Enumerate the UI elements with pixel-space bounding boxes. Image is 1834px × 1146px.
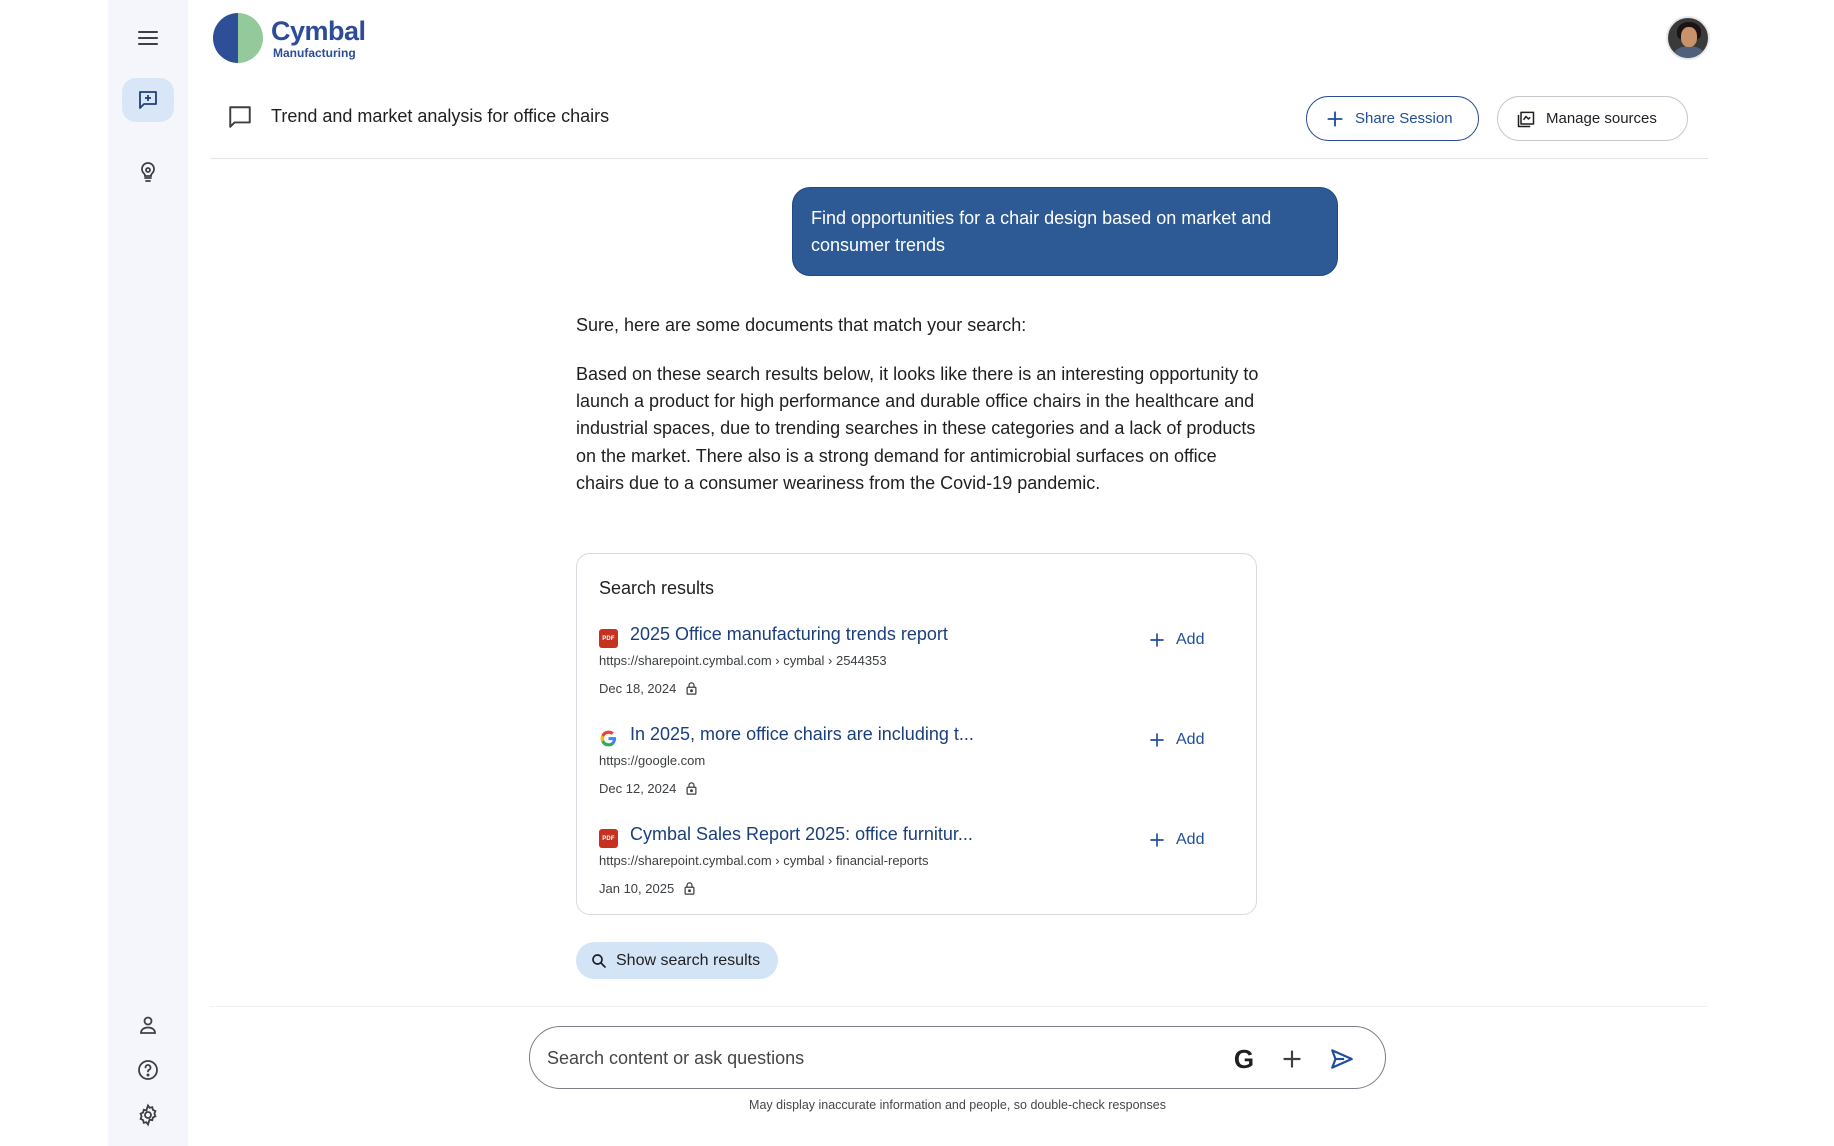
brand-logo[interactable] — [213, 12, 366, 64]
google-g-icon: G — [1233, 1044, 1255, 1074]
disclaimer: May display inaccurate information and people, so double-check responses — [749, 1098, 1166, 1112]
plus-icon — [1279, 1046, 1305, 1072]
google-search-button[interactable] — [1230, 1045, 1258, 1073]
session-title: Trend and market analysis for office chairs — [271, 106, 610, 126]
search-result-item — [599, 623, 1229, 703]
brand-subtitle: Manufacturing — [273, 45, 356, 60]
person-icon — [136, 1013, 160, 1037]
search-icon — [590, 952, 608, 970]
avatar[interactable] — [1666, 16, 1710, 60]
reply-body: Based on these search results below, it looks like there is an interesting opportunity to launch a product for high performance and durable office chairs in the healthcare and industrial spaces, due to trending searches in these categories and a lack of products on the market. There also is a strong demand for antimicrobial surfaces on office chairs due to a consumer weariness from the Covid-19 pandemic. — [576, 364, 1259, 493]
menu-button[interactable] — [122, 16, 174, 60]
lock-icon — [682, 881, 697, 896]
search-result-item — [599, 723, 1229, 803]
share-session-button[interactable] — [1306, 96, 1479, 141]
add-result-button[interactable] — [1148, 831, 1204, 849]
menu-icon — [136, 26, 160, 50]
library-icon — [1516, 109, 1536, 129]
result-date-text: Dec 18, 2024 — [599, 681, 677, 696]
add-label: Add — [1176, 631, 1205, 648]
share-session-label: Share Session — [1355, 110, 1453, 127]
result-url: https://google.com — [599, 753, 706, 768]
plus-icon — [1148, 631, 1166, 649]
header-divider — [210, 158, 1708, 159]
lightbulb-icon — [136, 160, 160, 184]
pdf-icon: PDF — [599, 829, 618, 848]
result-date-text: Jan 10, 2025 — [599, 881, 675, 896]
composer — [529, 1026, 1386, 1089]
lock-icon — [684, 781, 699, 796]
result-title-link[interactable]: In 2025, more office chairs are including t... — [630, 724, 974, 744]
send-icon — [1329, 1046, 1355, 1072]
help-button[interactable] — [122, 1048, 174, 1092]
gear-icon — [136, 1103, 160, 1127]
search-input[interactable] — [547, 1045, 1187, 1071]
chat-bubble-icon — [227, 104, 253, 130]
add-result-button[interactable] — [1148, 631, 1204, 649]
result-title-link[interactable]: 2025 Office manufacturing trends report — [630, 624, 948, 644]
settings-button[interactable] — [122, 1093, 174, 1137]
attach-button[interactable] — [1278, 1045, 1306, 1073]
add-label: Add — [1176, 731, 1205, 748]
add-label: Add — [1176, 831, 1205, 848]
user-message: Find opportunities for a chair design based on market and consumer trends — [792, 187, 1338, 276]
result-date — [599, 781, 699, 796]
result-url: https://sharepoint.cymbal.com › cymbal › 2544353 — [599, 653, 887, 668]
result-date — [599, 681, 699, 696]
result-date — [599, 881, 697, 896]
show-search-results-button[interactable] — [576, 942, 778, 979]
result-url: https://sharepoint.cymbal.com › cymbal › financial-reports — [599, 853, 929, 868]
result-date-text: Dec 12, 2024 — [599, 781, 677, 796]
account-button[interactable] — [122, 1003, 174, 1047]
help-icon — [136, 1058, 160, 1082]
google-icon — [599, 729, 618, 748]
composer-divider — [210, 1006, 1708, 1007]
plus-icon — [1325, 109, 1345, 129]
chat-add-icon — [136, 88, 160, 112]
manage-sources-button[interactable] — [1497, 96, 1688, 141]
ideas-button[interactable] — [122, 150, 174, 194]
nav-rail — [108, 0, 188, 1146]
reply-intro: Sure, here are some documents that match your search: — [576, 315, 1027, 335]
new-chat-button[interactable] — [122, 78, 174, 122]
plus-icon — [1148, 831, 1166, 849]
search-results-title: Search results — [599, 578, 715, 598]
plus-icon — [1148, 731, 1166, 749]
brand-name: Cymbal — [271, 15, 366, 46]
lock-icon — [684, 681, 699, 696]
show-search-results-label: Show search results — [616, 951, 761, 969]
logo-mark — [213, 13, 263, 63]
manage-sources-label: Manage sources — [1546, 110, 1657, 127]
search-result-item — [599, 823, 1229, 903]
send-button[interactable] — [1328, 1045, 1356, 1073]
add-result-button[interactable] — [1148, 731, 1204, 749]
pdf-icon: PDF — [599, 629, 618, 648]
result-title-link[interactable]: Cymbal Sales Report 2025: office furnitur... — [630, 824, 973, 844]
